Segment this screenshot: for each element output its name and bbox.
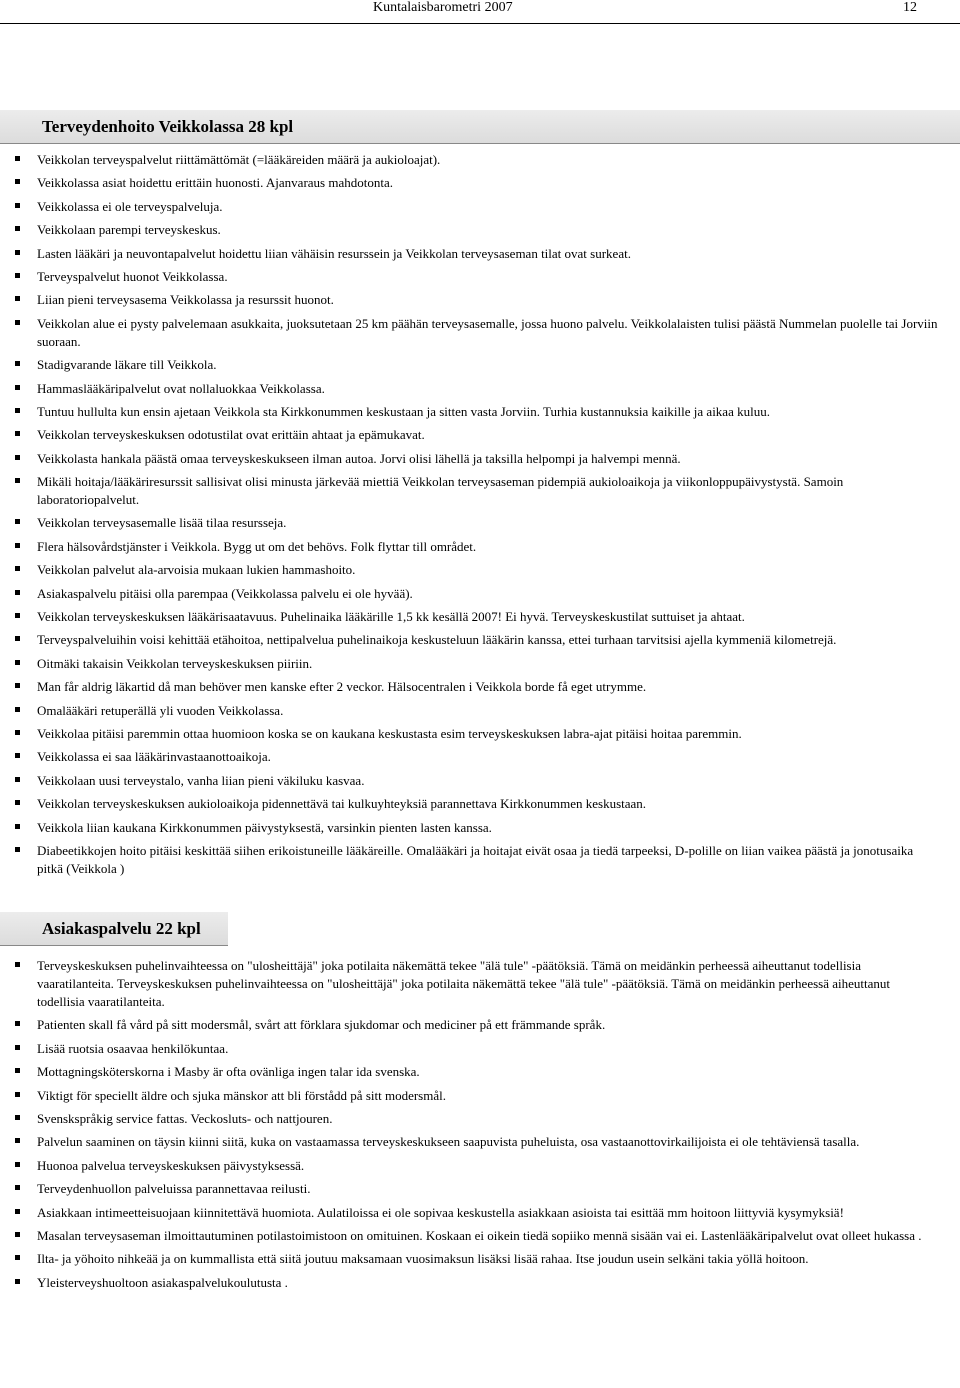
section-title-customer-service: Asiakaspalvelu 22 kpl (0, 912, 228, 946)
square-bullet-icon (15, 707, 20, 712)
list-item (0, 608, 960, 626)
list-item-text: Palvelun saaminen on täysin kiinni siitä, kuka on vastaamassa terveyskeskukseen saapuvista puheluista, osa vastaanottovirkailijoista ei ole tehtäviensä tasalla. (37, 1134, 860, 1150)
list-item (0, 631, 960, 649)
list-item-text: Veikkolan alue ei pysty palvelemaan asukkaita, juoksutetaan 25 km päähän terveysasemalle, jossa huono palvelu. Veikkolalaisten tulisi päästä Nummelan puolelle tai Jorviin suoraan. (37, 315, 938, 349)
square-bullet-icon (15, 250, 20, 255)
square-bullet-icon (15, 566, 20, 571)
list-item-text: Svenskspråkig service fattas. Veckosluts- och nattjouren. (37, 1110, 333, 1126)
square-bullet-icon (15, 156, 20, 161)
list-item (0, 1063, 960, 1081)
list-item (0, 450, 960, 468)
list-item (0, 957, 960, 1011)
square-bullet-icon (15, 1255, 20, 1260)
square-bullet-icon (15, 660, 20, 665)
square-bullet-icon (15, 273, 20, 278)
list-item (0, 725, 960, 743)
list-item-text: Lasten lääkäri ja neuvontapalvelut hoidettu liian vähäisin resurssein ja Veikkolan terveysaseman tilat ovat surkeat. (37, 245, 631, 261)
list-item-text: Veikkolassa asiat hoidettu erittäin huonosti. Ajanvaraus mahdotonta. (37, 175, 393, 191)
list-item-text: Diabeetikkojen hoito pitäisi keskittää siihen erikoistuneille lääkäreille. Omalääkäri ja hoitajat eivät osaa ja tiedä tarpeeksi, D-polille on liian vaikea päästä ja jonotusaika pitkä (Veikkola ) (37, 842, 914, 876)
square-bullet-icon (15, 203, 20, 208)
list-item-text: Huonoa palvelua terveyskeskuksen päivystyksessä. (37, 1157, 305, 1173)
list-item (0, 585, 960, 603)
list-item-text: Veikkola liian kaukana Kirkkonummen päivystyksestä, varsinkin pienten lasten kanssa. (37, 819, 492, 835)
header-title: Kuntalaisbarometri 2007 (373, 0, 513, 15)
list-item (0, 245, 960, 263)
square-bullet-icon (15, 519, 20, 524)
list-item (0, 291, 960, 309)
list-item (0, 151, 960, 169)
list-item (0, 1133, 960, 1151)
list-item-text: Veikkolasta hankala päästä omaa terveyskeskukseen ilman autoa. Jorvi olisi lähellä ja taksilla helpompi ja halvempi mennä. (37, 450, 681, 466)
square-bullet-icon (15, 636, 20, 641)
square-bullet-icon (15, 613, 20, 618)
list-item (0, 1016, 960, 1034)
list-item (0, 403, 960, 421)
list-item (0, 842, 960, 878)
list-item-text: Asiakaspalvelu pitäisi olla parempaa (Veikkolassa palvelu ei ole hyvää). (37, 585, 413, 601)
list-item (0, 174, 960, 192)
list-item-text: Veikkolaan parempi terveyskeskus. (37, 222, 221, 238)
list-item (0, 1180, 960, 1198)
square-bullet-icon (15, 683, 20, 688)
list-item (0, 795, 960, 813)
list-item (0, 380, 960, 398)
square-bullet-icon (15, 1068, 20, 1073)
health-care-comment-list (0, 151, 960, 883)
list-item-text: Veikkolan terveyspalvelut riittämättömät (=lääkäreiden määrä ja aukioloajat). (37, 152, 441, 167)
list-item-text: Veikkolassa ei saa lääkärinvastaanottoaikoja. (37, 749, 271, 765)
list-item-text: Patienten skall få vård på sitt modersmål, svårt att förklara sjukdomar och mediciner på ett främmande språk. (37, 1017, 606, 1033)
list-item-text: Veikkolaan uusi terveystalo, vanha liian pieni väkiluku kasvaa. (37, 772, 365, 788)
square-bullet-icon (15, 385, 20, 390)
list-item-text: Terveydenhuollon palveluissa parannettavaa reilusti. (37, 1181, 311, 1197)
list-item-text: Veikkolaa pitäisi paremmin ottaa huomioon koska se on kaukana keskustasta esim terveyskeskuksen labra-ajat pitäisi hoitaa paremmin. (37, 725, 742, 741)
square-bullet-icon (15, 455, 20, 460)
list-item (0, 819, 960, 837)
square-bullet-icon (15, 226, 20, 231)
list-item (0, 356, 960, 374)
page-header (0, 0, 960, 20)
list-item-text: Yleisterveyshuoltoon asiakaspalvelukoulutusta . (37, 1274, 288, 1290)
list-item-text: Veikkolan terveyskeskuksen odotustilat ovat erittäin ahtaat ja epämukavat. (37, 427, 425, 443)
square-bullet-icon (15, 1138, 20, 1143)
list-item-text: Mottagningsköterskorna i Masby är ofta ovänliga ingen talar ida svenska. (37, 1064, 420, 1080)
list-item (0, 221, 960, 239)
square-bullet-icon (15, 847, 20, 852)
list-item (0, 748, 960, 766)
list-item (0, 561, 960, 579)
list-item-text: Veikkolassa ei ole terveyspalveluja. (37, 198, 223, 214)
list-item (0, 772, 960, 790)
list-item (0, 678, 960, 696)
square-bullet-icon (15, 800, 20, 805)
list-item (0, 198, 960, 216)
square-bullet-icon (15, 543, 20, 548)
square-bullet-icon (15, 730, 20, 735)
list-item-text: Veikkolan palvelut ala-arvoisia mukaan lukien hammashoito. (37, 562, 356, 578)
list-item-text: Mikäli hoitaja/lääkäriresurssit sallisivat olisi minusta järkevää miettiä Veikkolan terveysaseman pidempiä aukioloaikoja ja viikonloppupäivystystä. Samoin laboratoriopalvelut. (37, 474, 844, 508)
list-item-text: Flera hälsovårdstjänster i Veikkola. Bygg ut om det behövs. Folk flyttar till området. (37, 538, 477, 554)
customer-service-comment-list (0, 957, 960, 1297)
square-bullet-icon (15, 179, 20, 184)
list-item (0, 1110, 960, 1128)
section-title-health-care: Terveydenhoito Veikkolassa 28 kpl (0, 110, 960, 144)
square-bullet-icon (15, 431, 20, 436)
square-bullet-icon (15, 1115, 20, 1120)
header-rule (0, 23, 960, 24)
list-item-text: Masalan terveysaseman ilmoittautuminen potilastoimistoon on omituinen. Koskaan ei oikein tiedä sopiiko mennä sisään vai ei. Lastenlääkäripalvelut ovat olleet hukassa . (37, 1227, 922, 1243)
list-item-text: Veikkolan terveyskeskuksen aukioloaikoja pidennettävä tai kulkuyhteyksiä parannettava Kirkkonummen keskustaan. (37, 796, 647, 812)
square-bullet-icon (15, 1162, 20, 1167)
square-bullet-icon (15, 824, 20, 829)
square-bullet-icon (15, 1021, 20, 1026)
square-bullet-icon (15, 590, 20, 595)
list-item (0, 1227, 960, 1245)
list-item (0, 538, 960, 556)
list-item-text: Terveyskeskuksen puhelinvaihteessa on "ulosheittäjä" joka potilaita näkemättä tekee "älä tule" -päätöksiä. Tämä on meidänkin perheessä aiheuttanut todellisia vaaratilanteita. Terveyskeskuksen puhelinvaihteessa on "ulosheittäjä" joka potilaita näkemättä tekee "älä tule" -päätöksiä. Tämä on meidänkin perheessä aiheuttanut todellisia vaaratilanteita. (37, 958, 890, 1009)
list-item-text: Lisää ruotsia osaavaa henkilökuntaa. (37, 1040, 229, 1056)
list-item-text: Omalääkäri retuperällä yli vuoden Veikkolassa. (37, 702, 284, 718)
square-bullet-icon (15, 777, 20, 782)
square-bullet-icon (15, 478, 20, 483)
square-bullet-icon (15, 962, 20, 967)
list-item (0, 315, 960, 351)
list-item-text: Liian pieni terveysasema Veikkolassa ja resurssit huonot. (37, 292, 334, 308)
list-item (0, 702, 960, 720)
list-item (0, 1087, 960, 1105)
list-item (0, 1250, 960, 1268)
square-bullet-icon (15, 1185, 20, 1190)
square-bullet-icon (15, 1232, 20, 1237)
square-bullet-icon (15, 361, 20, 366)
square-bullet-icon (15, 1209, 20, 1214)
list-item-text: Ilta- ja yöhoito nihkeää ja on kummallista että siitä joutuu maksamaan vuosimaksun lisäksi lisää rahaa. Itse joudun usein selkäni takia yöllä hoitoon. (37, 1251, 809, 1267)
list-item (0, 426, 960, 444)
list-item (0, 514, 960, 532)
list-item (0, 655, 960, 673)
list-item-text: Stadigvarande läkare till Veikkola. (37, 357, 217, 373)
list-item-text: Hammaslääkäripalvelut ovat nollaluokkaa Veikkolassa. (37, 380, 325, 396)
square-bullet-icon (15, 1092, 20, 1097)
list-item-text: Oitmäki takaisin Veikkolan terveyskeskuksen piiriin. (37, 655, 313, 671)
square-bullet-icon (15, 1045, 20, 1050)
list-item-text: Terveyspalvelut huonot Veikkolassa. (37, 268, 228, 284)
square-bullet-icon (15, 320, 20, 325)
page-number: 12 (903, 0, 917, 15)
list-item (0, 268, 960, 286)
list-item-text: Terveyspalveluihin voisi kehittää etähoitoa, nettipalvelua puhelinaikoja keskusteluun lääkärin kanssa, ettei turhaan tarvitsisi ajella kymmeniä kilometrejä. (37, 632, 837, 648)
square-bullet-icon (15, 753, 20, 758)
list-item-text: Veikkolan terveyskeskuksen lääkärisaatavuus. Puhelinaika lääkärille 1,5 kk kesällä 2007! Ei hyvä. Terveyskeskustilat suttuiset ja ahtaat. (37, 609, 745, 625)
list-item (0, 1204, 960, 1222)
list-item (0, 1157, 960, 1175)
list-item (0, 1040, 960, 1058)
list-item-text: Veikkolan terveysasemalle lisää tilaa resursseja. (37, 515, 287, 531)
square-bullet-icon (15, 296, 20, 301)
square-bullet-icon (15, 1279, 20, 1284)
list-item-text: Man får aldrig läkartid då man behöver men kanske efter 2 veckor. Hälsocentralen i Veikkola borde få eget utrymme. (37, 679, 647, 695)
list-item-text: Asiakkaan intimeetteisuojaan kiinnitettävä huomiota. Aulatiloissa ei ole sopivaa keskustella asiakkaan asioista tai esittää mm hoitoon liittyviä kysymyksiä! (37, 1204, 844, 1220)
list-item-text: Tuntuu hullulta kun ensin ajetaan Veikkola sta Kirkkonummen keskustaan ja sitten vasta Jorviin. Turhia kustannuksia kaikille ja aikaa kuluu. (37, 403, 770, 419)
list-item (0, 473, 960, 509)
list-item-text: Viktigt för speciellt äldre och sjuka mänskor att bli förstådd på sitt modersmål. (37, 1087, 446, 1103)
list-item (0, 1274, 960, 1292)
square-bullet-icon (15, 408, 20, 413)
